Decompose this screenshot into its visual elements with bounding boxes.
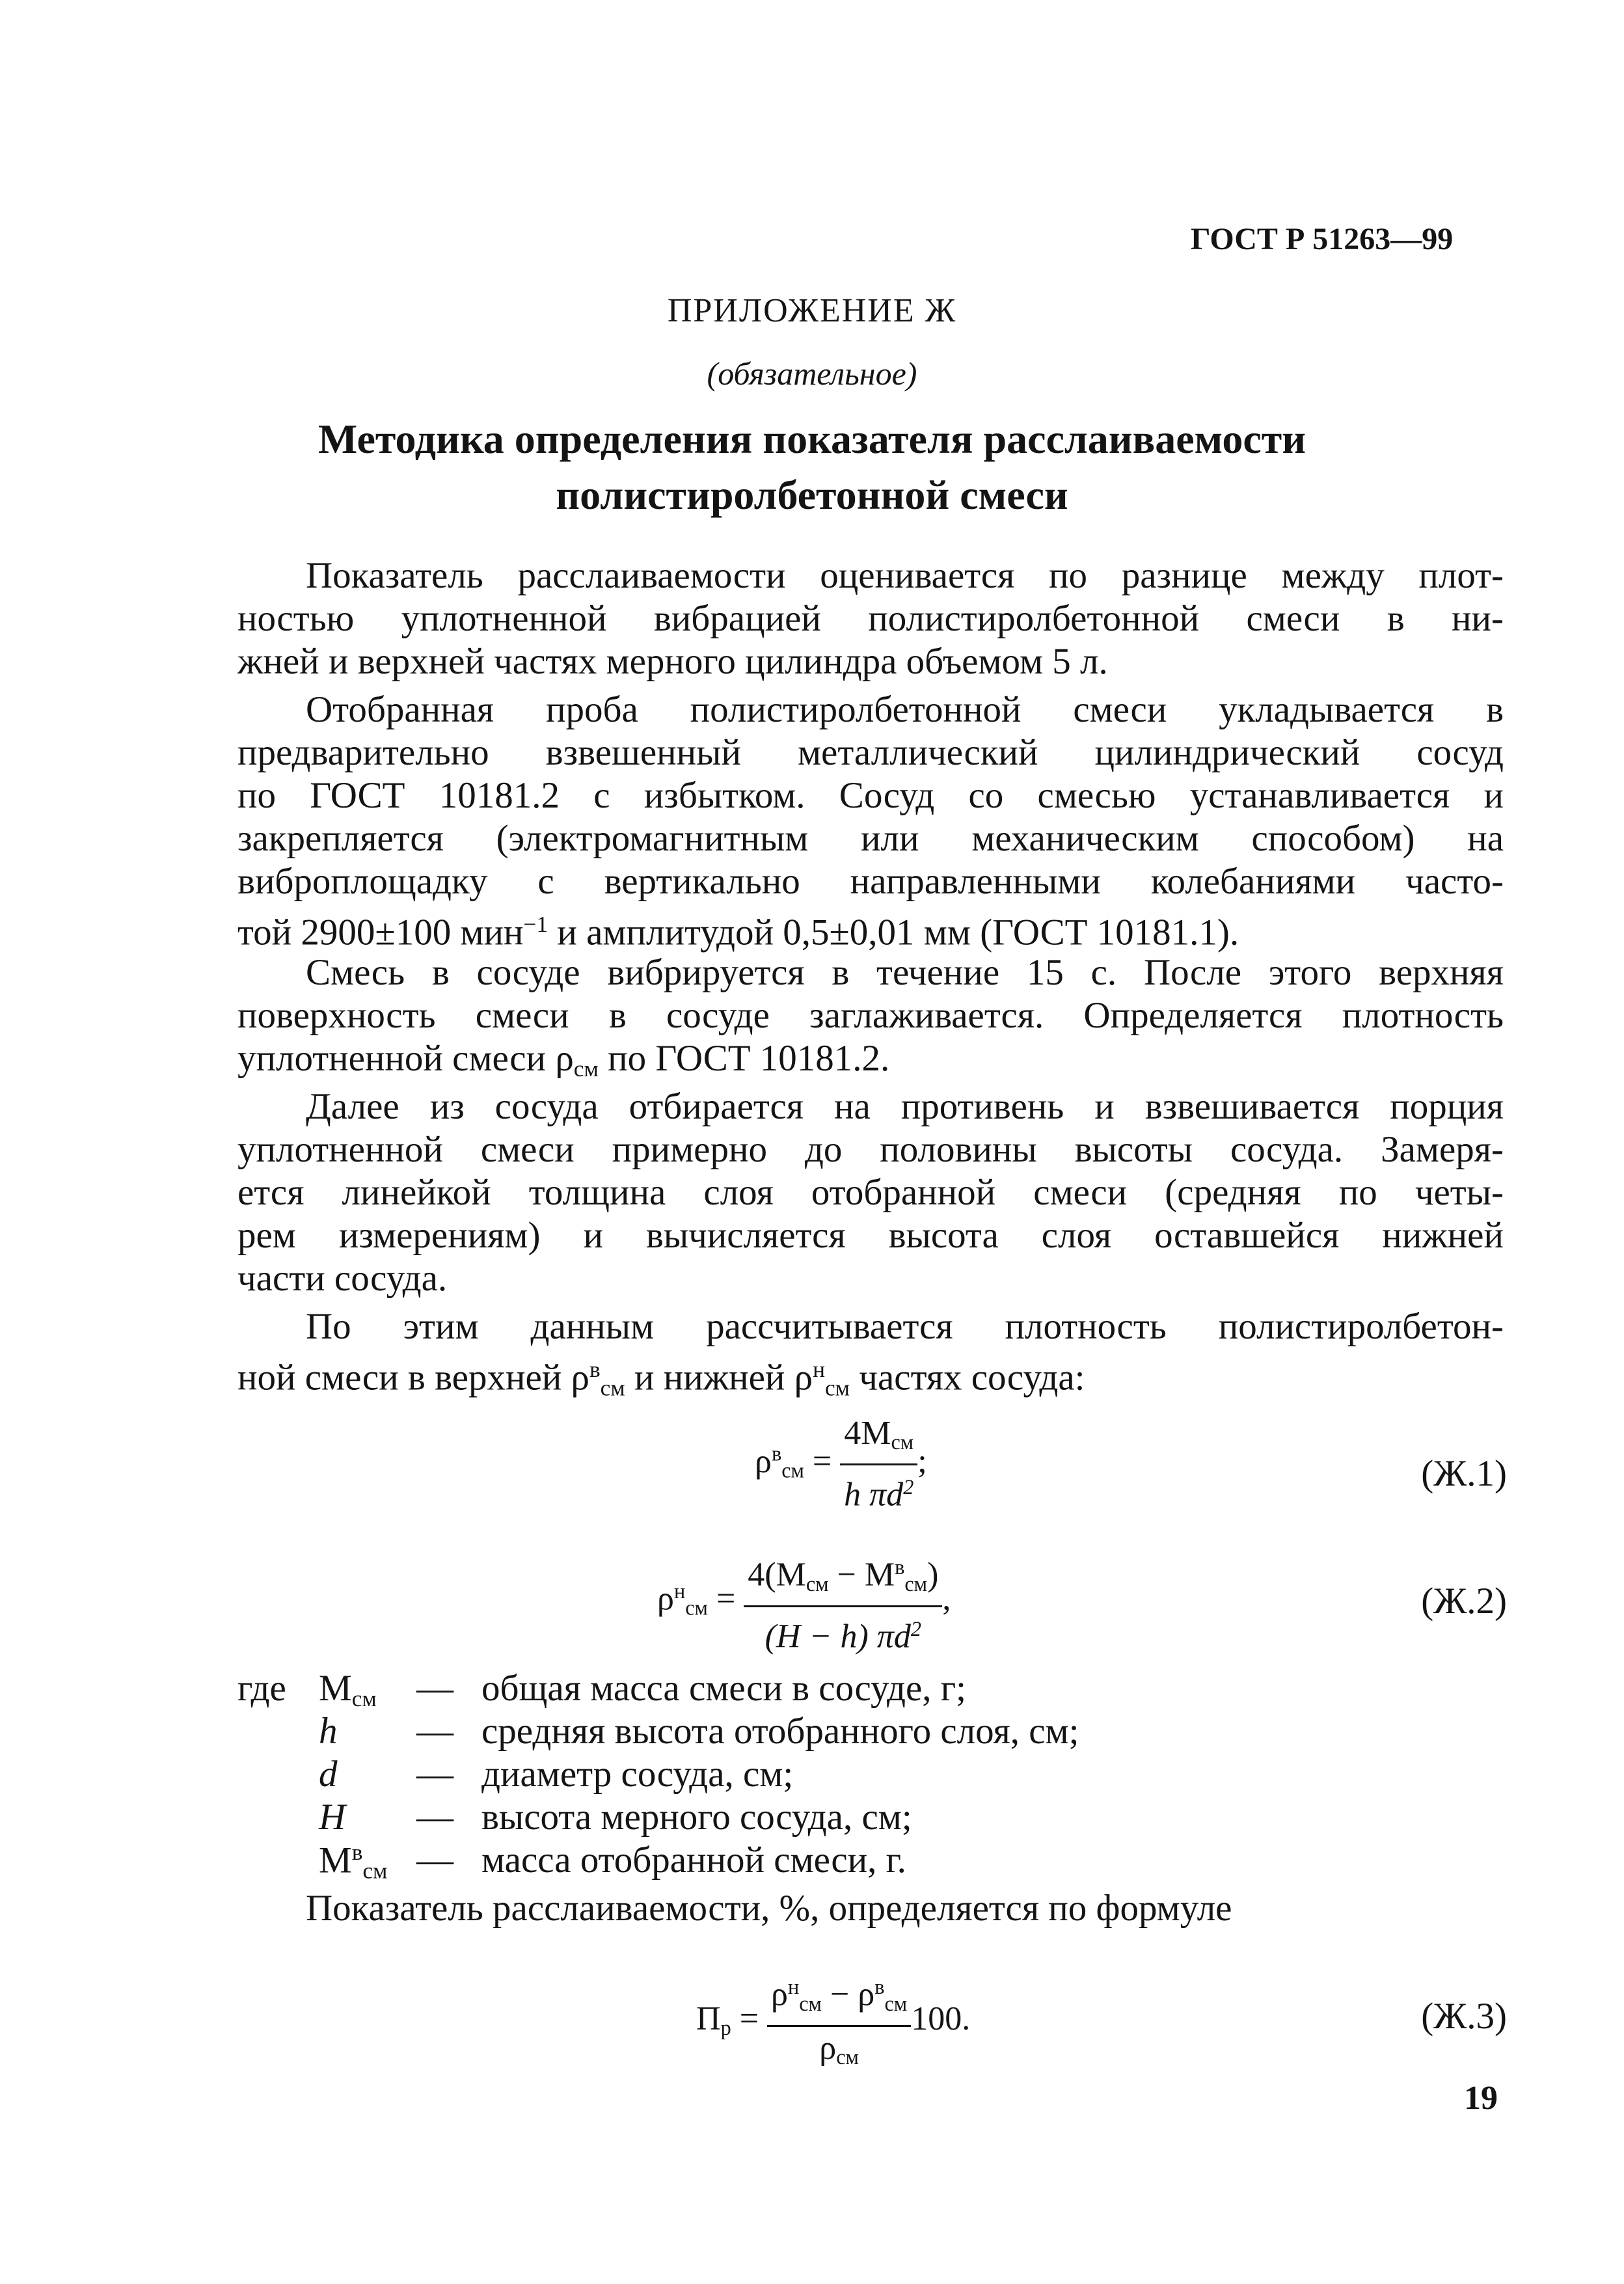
para3-line-1: Смесь в сосуде вибрируется в течение 15 с. После этого верхняя [306,952,1504,993]
para2-line-3: по ГОСТ 10181.2 с избытком. Сосуд со смесью устанавливается и [237,775,1504,816]
definition-text: диаметр сосуда, см; [481,1754,794,1795]
definition-text: масса отобранной смеси, г. [481,1840,906,1881]
definition-symbol: $M_{см}$ [319,1668,377,1711]
para2-line-5: виброплощадку с вертикально направленными колебаниями часто- [237,861,1504,902]
para1-line-3: жней и верхней частях мерного цилиндра объемом 5 л. [237,641,1108,682]
equation-number-1: (Ж.1) [1421,1453,1507,1494]
definition-symbol: h [319,1711,338,1752]
definition-dash: — [416,1797,453,1838]
para4-line-4: рем измерениям) и вычисляется высота слоя оставшейся нижней [237,1215,1504,1256]
where-word: где [237,1668,286,1709]
appendix-label: ПРИЛОЖЕНИЕ Ж [667,292,957,329]
definition-dash: — [416,1668,453,1709]
definition-text: общая масса смеси в сосуде, г; [481,1668,966,1709]
formula-2-fraction: $\frac{4(M_{см} - M^в_{см})}{(H - h) \pi d^2}$ [744,1545,942,1658]
para1-line-1: Показатель расслаиваемости оценивается по разнице между плот- [306,555,1504,596]
para3-line-3: уплотненной смеси $\rho_{см}$ по ГОСТ 10181.2. [237,1038,890,1081]
formula-1: $\rho^в_{см}$ = $\frac{4M_{см}}{h \pi d^2}$ ; [755,1412,927,1517]
para2-line-4: закрепляется (электромагнитным или механическим способом) на [237,818,1504,859]
para3-line-2: поверхность смеси в сосуде заглаживается. Определяется плотность [237,995,1504,1036]
definition-text: средняя высота отобранного слоя, см; [481,1711,1079,1752]
page-title [215,411,1409,523]
para1-line-2: ностью уплотненной вибрацией полистиролбетонной смеси в ни- [237,598,1504,639]
para4-line-5: части сосуда. [237,1258,448,1299]
para2-line-2: предварительно взвешенный металлический цилиндрический сосуд [237,732,1504,773]
para4-line-1: Далее из сосуда отбирается на противень и взвешивается порция [306,1086,1504,1127]
definition-symbol: H [319,1797,346,1838]
formula-1-fraction: $\frac{4M_{см}}{h \pi d^2}$ [840,1412,917,1517]
para4-line-2: уплотненной смеси примерно до половины высоты сосуда. Замеря- [237,1129,1504,1170]
formula-3-fraction: $\frac{\rho^н_{см} - \rho^в_{см}}{\rho_{см}}$ [767,1965,911,2078]
formula-2: $\rho^н_{см}$ = $\frac{4(M_{см} - M^в_{см})}{(H - h) \pi d^2}$ , [657,1545,951,1658]
page-number: 19 [1464,2080,1498,2117]
definition-dash: — [416,1711,453,1752]
title-line-1: Методика определения показателя расслаиваемости [318,416,1306,462]
para6-line-1: Показатель расслаиваемости, %, определяется по формуле [306,1888,1232,1929]
para5-line-1: По этим данным рассчитывается плотность полистиролбетон- [306,1306,1504,1347]
definition-symbol: d [319,1754,338,1795]
definition-dash: — [416,1840,453,1881]
equation-number-3: (Ж.3) [1421,1996,1507,2037]
equation-number-2: (Ж.2) [1421,1581,1507,1622]
appendix-status: (обязательное) [707,355,917,392]
title-line-2: полистиролбетонной смеси [556,472,1068,518]
para5-line-2: ной смеси в верхней $\rho^в_{см}$ и нижней $\rho^н_{см}$ частях сосуда: [237,1357,1085,1401]
standard-number: ГОСТ Р 51263—99 [1191,222,1454,256]
para2-line-6: той 2900±100 мин$^{-1}$ и амплитудой 0,5±0,01 мм (ГОСТ 10181.1). [237,912,1239,953]
definition-symbol: $M^в_{см}$ [319,1840,388,1884]
para4-line-3: ется линейкой толщина слоя отобранной смеси (средняя по четы- [237,1172,1504,1213]
formula-3: $П_р$ = $\frac{\rho^н_{см} - \rho^в_{см}}{\rho_{см}}$ 100. [696,1965,970,2078]
para2-line-1: Отобранная проба полистиролбетонной смеси укладывается в [306,689,1504,730]
definition-dash: — [416,1754,453,1795]
definition-text: высота мерного сосуда, см; [481,1797,912,1838]
